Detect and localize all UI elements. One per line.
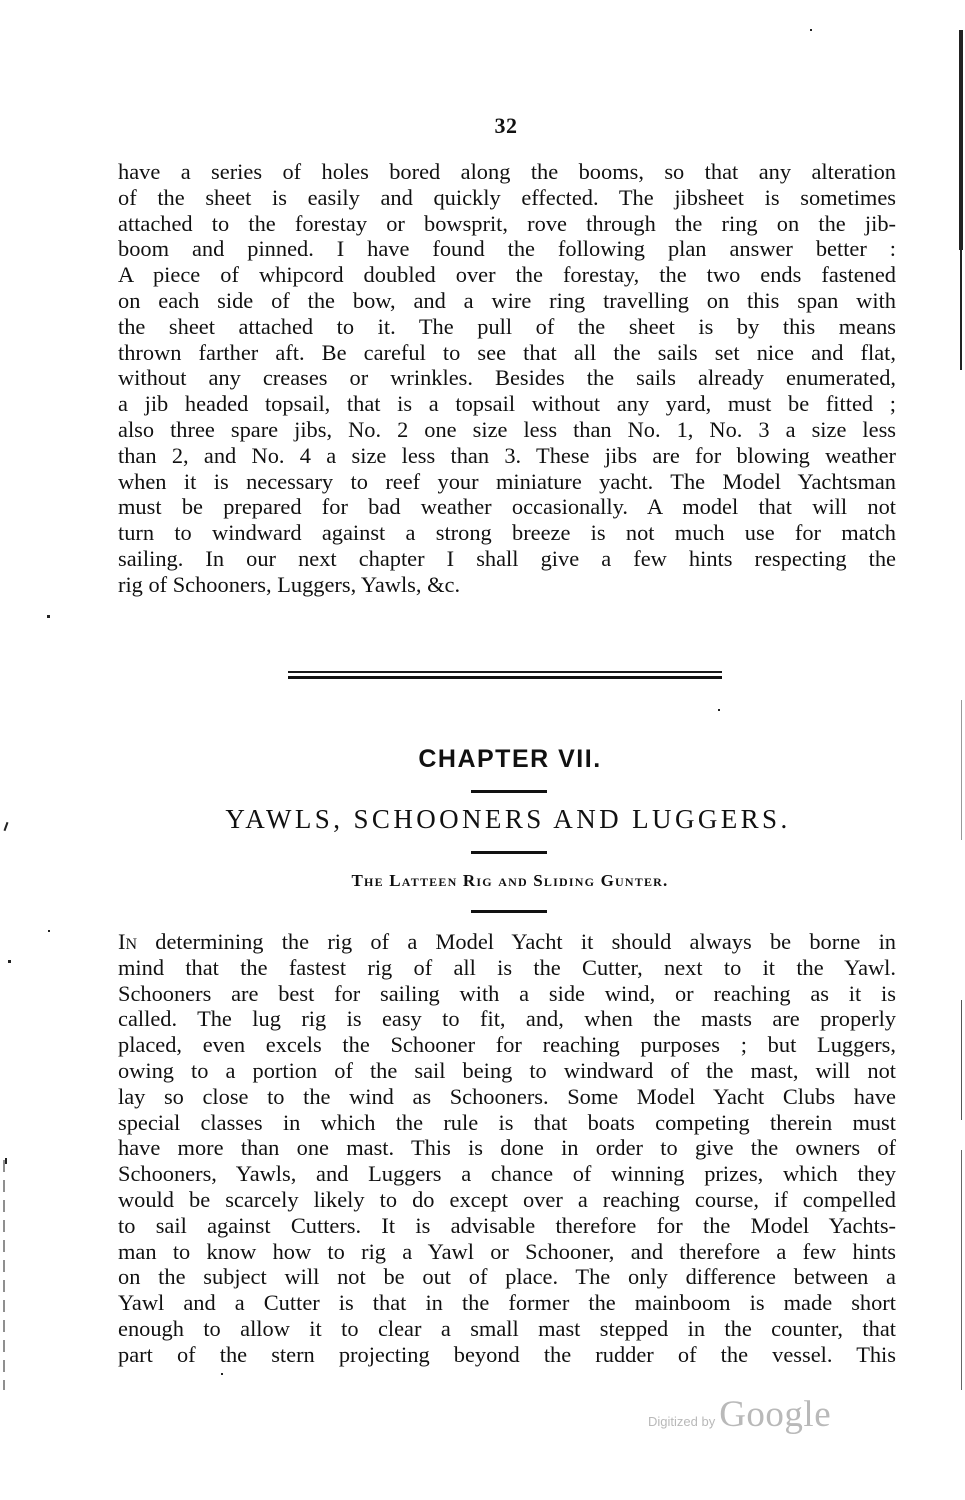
scan-speck (5, 1158, 7, 1164)
text-line: Yawl and a Cutter is that in the former the mainboom is made short (118, 1290, 896, 1316)
text-line: thrown farther aft. Be careful to see that all the sails set nice and flat, (118, 339, 896, 365)
paragraph-continued (118, 159, 896, 598)
edge-shadow-segment (961, 1150, 962, 1390)
heading-rule (471, 790, 547, 793)
google-logo-text: Google (719, 1394, 832, 1435)
edge-shadow-segment (961, 700, 962, 840)
text-line: on each side of the bow, and a wire ring travelling on this span with (118, 287, 896, 313)
text-line: enough to allow it to clear a small mast stepped in the counter, that (118, 1315, 896, 1341)
digitized-by-google-watermark (648, 1393, 831, 1436)
text-line: the sheet attached to it. The pull of the sheet is by this means (118, 313, 896, 339)
scan-speck (47, 615, 50, 618)
text-line: rig of Schooners, Luggers, Yawls, &c. (118, 571, 461, 597)
text-line: lay so close to the wind as Schooners. Some Model Yacht Clubs have (118, 1083, 896, 1109)
heading-rule (471, 910, 547, 913)
text-line: than 2, and No. 4 a size less than 3. These jibs are for blowing weather (118, 442, 896, 468)
scan-speck (48, 930, 50, 932)
text-line (118, 929, 896, 955)
watermark-prefix: Digitized by (648, 1414, 716, 1429)
scan-speck (221, 1373, 223, 1375)
text-line: part of the stern projecting beyond the rudder of the vessel. This (118, 1341, 896, 1367)
opening-word: In (118, 929, 138, 954)
chapter-title: YAWLS, SCHOONERS AND LUGGERS. (225, 804, 791, 834)
text-line: mind that the fastest rig of all is the Cutter, next to it the Yawl. (118, 954, 896, 980)
text-line-rest: determining the rig of a Model Yacht it should always be borne in (137, 929, 896, 954)
scan-edge-marks-left (3, 1160, 5, 1390)
section-divider-double-rule (288, 671, 722, 680)
text-line: man to know how to rig a Yawl or Schooner, and therefore a few hints (118, 1238, 896, 1264)
scan-speck (718, 709, 720, 711)
edge-shadow-segment (961, 1000, 962, 1120)
page-number: 32 (494, 113, 518, 138)
paragraph-chapter-opening (118, 929, 896, 1368)
text-line: would be scarcely likely to do except over a reaching course, if compelled (118, 1186, 896, 1212)
text-line: to sail against Cutters. It is advisable therefore for the Model Yachts- (118, 1212, 896, 1238)
text-line: Schooners are best for sailing with a side wind, or reaching as it is (118, 980, 896, 1006)
chapter-subtitle: The Latteen Rig and Sliding Gunter. (351, 871, 669, 890)
text-line: a jib headed topsail, that is a topsail without any yard, must be fitted ; (118, 391, 896, 417)
text-line: boom and pinned. I have found the following plan answer better : (118, 236, 896, 262)
text-line: placed, even excels the Schooner for reaching purposes ; but Luggers, (118, 1032, 896, 1058)
text-line: must be prepared for bad weather occasionally. A model that will not (118, 494, 896, 520)
scan-speck (8, 960, 11, 963)
text-line: when it is necessary to reef your miniature yacht. The Model Yachtsman (118, 468, 896, 494)
edge-shadow-segment (960, 250, 962, 370)
chapter-number: CHAPTER VII. (418, 745, 602, 773)
text-line: have more than one mast. This is done in order to give the owners of (118, 1135, 896, 1161)
text-line: sailing. In our next chapter I shall give a few hints respecting the (118, 545, 896, 571)
divider-line-upper (288, 671, 722, 673)
text-line: turn to windward against a strong breeze is not much use for match (118, 520, 896, 546)
text-line: on the subject will not be out of place. The only difference between a (118, 1264, 896, 1290)
text-line: also three spare jibs, No. 2 one size less than No. 1, No. 3 a size less (118, 416, 896, 442)
scan-speck (810, 29, 812, 31)
text-line: without any creases or wrinkles. Besides the sails already enumerated, (118, 365, 896, 391)
text-line: have a series of holes bored along the booms, so that any alteration (118, 159, 896, 184)
text-line: owing to a portion of the sail being to windward of the mast, will not (118, 1057, 896, 1083)
text-line: A piece of whipcord doubled over the forestay, the two ends fastened (118, 262, 896, 288)
heading-rule (471, 851, 547, 854)
text-line: Schooners, Yawls, and Luggers a chance of winning prizes, which they (118, 1161, 896, 1187)
text-line: of the sheet is easily and quickly effected. The jibsheet is sometimes (118, 184, 896, 210)
text-line: called. The lug rig is easy to fit, and, when the masts are properly (118, 1006, 896, 1032)
edge-shadow-segment (959, 30, 963, 250)
text-line: special classes in which the rule is that boats competing therein must (118, 1109, 896, 1135)
divider-line-lower (288, 676, 722, 679)
text-line: attached to the forestay or bowsprit, rove through the ring on the jib- (118, 210, 896, 236)
scan-edge-shadow (959, 0, 963, 1500)
